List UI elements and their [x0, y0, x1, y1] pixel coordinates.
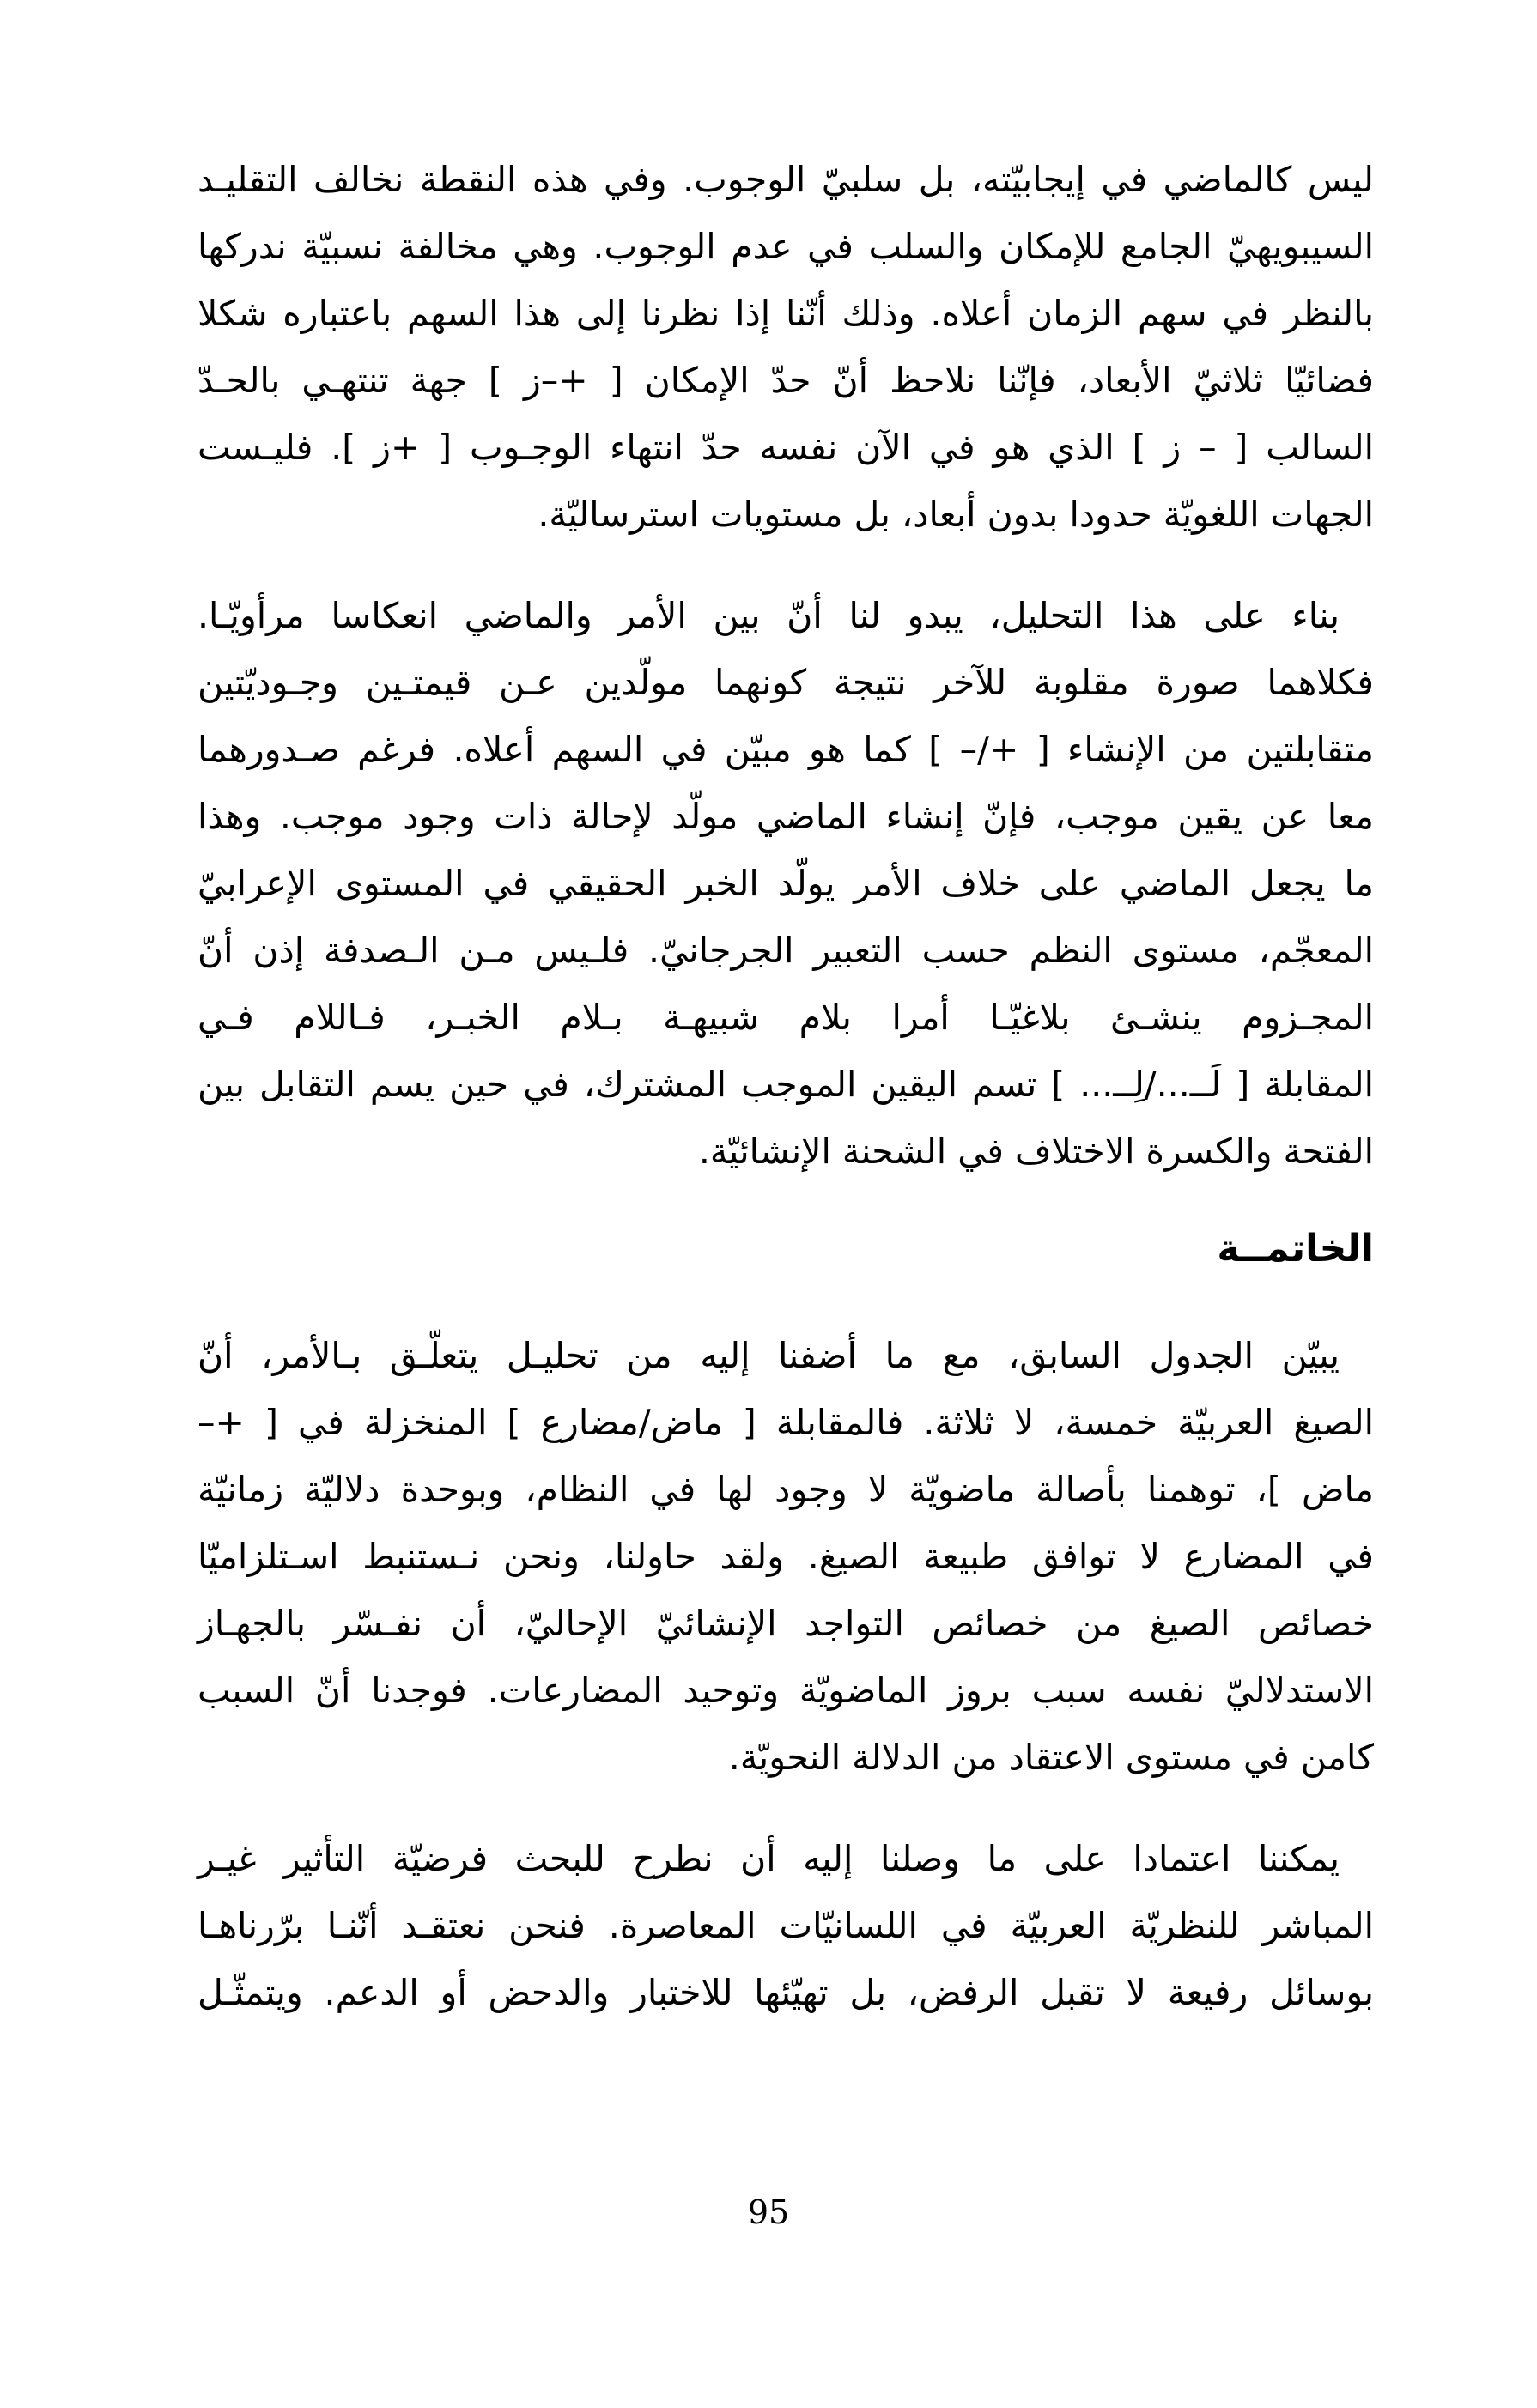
text-line: الجهات اللغويّة حدودا بدون أبعاد، بل مستويات استرساليّة.: [538, 494, 1374, 535]
text-line: بالنظر في سهم الزمان أعلاه. وذلك أنّنا إذا نظرنا إلى هذا السهم باعتباره شكلا: [197, 293, 1374, 334]
page-number: 95: [747, 2193, 790, 2231]
paragraph-2: [197, 582, 1374, 1185]
text-line: يبيّن الجدول السابق، مع ما أضفنا إليه من تحليـل يتعلّـق بـالأمر، أنّ: [197, 1335, 1340, 1376]
section-heading: الخاتمــة: [1217, 1227, 1374, 1271]
text-line: فضائيّا ثلاثيّ الأبعاد، فإنّنا نلاحظ أنّ حدّ الإمكان [ +–ز ] جهة تنتهـي بالحـدّ: [197, 360, 1374, 401]
page-body: [197, 146, 1374, 2060]
text-line: السالب [ – ز ] الذي هو في الآن نفسه حدّ انتهاء الوجـوب [ +ز ]. فليـست: [197, 427, 1374, 468]
text-line: المجـزوم ينشـئ بلاغيّـا أمرا بلام شبيهـة بـلام الخبـر، فـاللام فـي: [197, 997, 1374, 1038]
text-line: ماض ]، توهمنا بأصالة ماضويّة لا وجود لها في النظام، وبوحدة دلاليّة زمانيّة: [197, 1469, 1374, 1510]
text-line: متقابلتين من الإنشاء [ +/– ] كما هو مبيّن في السهم أعلاه. فرغم صـدورهما: [197, 729, 1374, 770]
paragraph-3: [197, 1322, 1374, 1791]
text-line: خصائص الصيغ من خصائص التواجد الإنشائيّ الإحاليّ، أن نفـسّر بالجهـاز: [197, 1603, 1374, 1644]
text-line: ليس كالماضي في إيجابيّته، بل سلبيّ الوجوب. وفي هذه النقطة نخالف التقليـد: [197, 159, 1374, 200]
text-line: المقابلة [ لَــ.../لِــ... ] تسم اليقين الموجب المشترك، في حين يسم التقابل بين: [197, 1064, 1374, 1105]
text-line: الصيغ العربيّة خمسة، لا ثلاثة. فالمقابلة [ ماض/مضارع ] المنخزلة في [ +–: [197, 1402, 1374, 1443]
text-line: الاستدلاليّ نفسه سبب بروز الماضويّة وتوحيد المضارعات. فوجدنا أنّ السبب: [197, 1670, 1374, 1711]
text-line: فكلاهما صورة مقلوبة للآخر نتيجة كونهما مولّدين عـن قيمتـين وجـوديّتين: [197, 662, 1374, 703]
text-line: يمكننا اعتمادا على ما وصلنا إليه أن نطرح للبحث فرضيّة التأثير غيـر: [197, 1838, 1340, 1879]
text-line: الفتحة والكسرة الاختلاف في الشحنة الإنشائيّة.: [698, 1131, 1374, 1172]
text-line: بناء على هذا التحليل، يبدو لنا أنّ بين الأمر والماضي انعكاسا مرأويّـا.: [197, 595, 1340, 636]
text-line: المعجّم، مستوى النظم حسب التعبير الجرجانيّ. فلـيس مـن الـصدفة إذن أنّ: [197, 930, 1374, 971]
text-line: معا عن يقين موجب، فإنّ إنشاء الماضي مولّد لإحالة ذات وجود موجب. وهذا: [197, 796, 1374, 837]
text-line: السيبويهيّ الجامع للإمكان والسلب في عدم الوجوب. وهي مخالفة نسبيّة ندركها: [197, 226, 1374, 267]
text-line: بوسائل رفيعة لا تقبل الرفض، بل تهيّئها للاختبار والدحض أو الدعم. ويتمثّـل: [197, 1972, 1374, 2013]
text-line: كامن في مستوى الاعتقاد من الدلالة النحويّة.: [728, 1737, 1374, 1778]
paragraph-4: [197, 1825, 1374, 2026]
paragraph-1: [197, 146, 1374, 548]
text-line: في المضارع لا توافق طبيعة الصيغ. ولقد حاولنا، ونحن نـستنبط اسـتلزاميّا: [197, 1536, 1374, 1577]
text-line: ما يجعل الماضي على خلاف الأمر يولّد الخبر الحقيقي في المستوى الإعرابيّ: [197, 863, 1374, 904]
text-line: المباشر للنظريّة العربيّة في اللسانيّات المعاصرة. فنحن نعتقـد أنّنـا برّرناهـا: [197, 1905, 1374, 1946]
